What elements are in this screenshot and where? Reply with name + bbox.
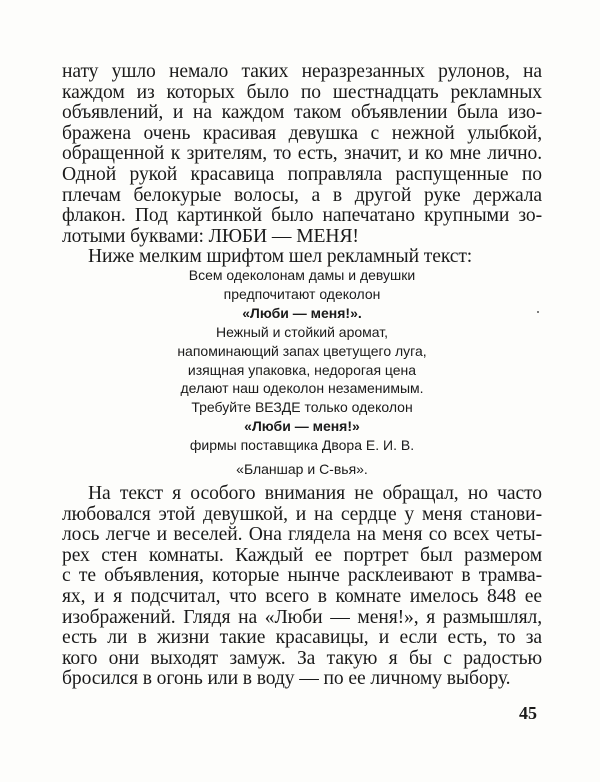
text-line: есть ли в жизни такие красавицы, и если есть, то за	[62, 627, 542, 649]
ad-line: предпочитают одеколон	[223, 285, 381, 302]
text-line: На текст я особого внимания не обращал, но часто	[88, 483, 542, 504]
advertisement-text	[62, 266, 542, 479]
print-speck	[537, 311, 539, 313]
ad-line: напоминающий запах цветущего луга,	[177, 342, 427, 359]
text-line: с те объявления, которые нынче расклеивают в трамва-	[62, 565, 542, 587]
paragraph-1	[62, 62, 542, 268]
text-line: бражена очень красивая девушка с нежной улыбкой,	[62, 122, 542, 144]
text-line: объявлений, и на каждом таком объявлении была изо-	[62, 102, 542, 124]
ad-line: изящная упаковка, недорогая цена	[187, 361, 417, 378]
text-line: рех стен комнаты. Каждый ее портрет был размером	[62, 544, 542, 566]
text-line: лотыми буквами: ЛЮБИ — МЕНЯ!	[62, 225, 359, 247]
text-line: каждом из которых было по шестнадцать рекламных	[62, 81, 542, 103]
ad-line: делают наш одеколон незаменимым.	[180, 380, 424, 397]
text-line: ях, и я подсчитал, что всего в комнате имелось 848 ее	[62, 585, 542, 607]
text-line: плечам белокурые волосы, а в другой руке держала	[62, 184, 542, 206]
text-line: кого они выходят замуж. За такую я бы с радостью	[62, 647, 542, 669]
ad-product-name: «Люби — меня!»	[244, 418, 360, 435]
ad-line: Нежный и стойкий аромат,	[215, 323, 389, 340]
paragraph-3	[62, 484, 542, 690]
ad-company: «Бланшар и С-вья».	[236, 461, 368, 478]
text-line: изображений. Глядя на «Люби — меня!», я размышлял,	[62, 606, 542, 628]
ad-line: Всем одеколонам дамы и девушки	[188, 267, 416, 283]
text-line: бросился в огонь или в воду — по ее личному выбору.	[62, 668, 511, 690]
text-line: Одной рукой красавица поправляла распущенные по	[62, 163, 542, 185]
paragraph-2: Ниже мелким шрифтом шел рекламный текст:	[88, 246, 473, 268]
text-line: нату ушло немало таких неразрезанных рулонов, на	[62, 61, 542, 82]
page-number: 45	[519, 703, 537, 723]
ad-line: фирмы поставщика Двора Е. И. В.	[189, 437, 415, 454]
ad-line: Требуйте ВЕЗДЕ только одеколон	[191, 399, 413, 416]
ad-product-name: «Люби — меня!».	[242, 304, 362, 321]
text-line: флакон. Под картинкой было напечатано крупными зо-	[62, 205, 542, 227]
text-line: обращенной к зрителям, то есть, значит, и ко мне лично.	[62, 143, 542, 165]
text-line: лось легче и веселей. Она глядела на меня со всех четы-	[62, 524, 542, 546]
text-line: любовался этой девушкой, и на сердце у меня станови-	[62, 503, 542, 525]
